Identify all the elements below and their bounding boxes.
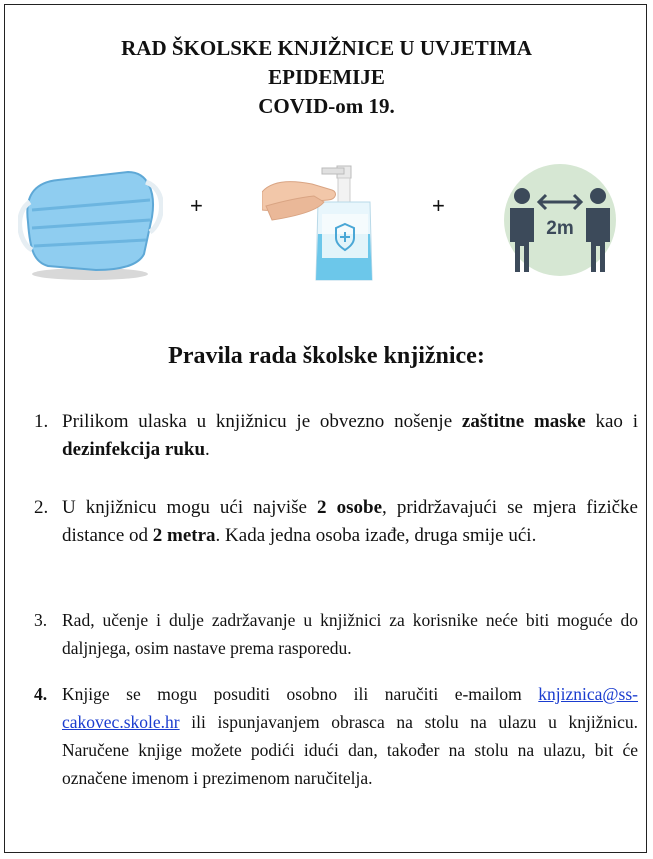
rules-heading: Pravila rada školske knjižnice:: [168, 343, 485, 369]
text-part: Prilikom ulaska u knjižnicu je obvezno nošenje: [62, 411, 462, 432]
text-part: , pridržavajući se mjera fizičke distance od: [62, 497, 638, 546]
title-line-3: COVID-om 19.: [258, 94, 395, 118]
face-mask-icon: [18, 162, 163, 282]
rule-item-1: [34, 408, 638, 464]
title-line-2: EPIDEMIJE: [268, 65, 385, 89]
text-part: . Kada jedna osoba izađe, druga smije ući.: [215, 525, 537, 546]
page-title: [0, 34, 653, 121]
rule-text: Rad, učenje i dulje zadržavanje u knjižnici za korisnike neće biti moguće do daljnjega, osim nastave prema rasporedu.: [62, 610, 638, 658]
rule-number: 4.: [34, 684, 48, 704]
plus-sign-1: +: [190, 193, 203, 218]
title-line-1: RAD ŠKOLSKE KNJIŽNICE U UVJETIMA: [121, 36, 532, 60]
rule-number: 3.: [34, 610, 48, 630]
text-part: ili ispunjavanjem obrasca na stolu na ulazu u knjižnicu. Naručene knjige možete podići idući dan, također na stolu na ulazu, bit će označene imenom i prezimenom naručitelja.: [62, 712, 638, 788]
image-row: [0, 150, 653, 290]
rule-text: [62, 494, 638, 550]
social-distance-icon: [500, 160, 620, 278]
bold-part: dezinfekcija ruku: [62, 439, 206, 460]
text-part: .: [205, 439, 210, 460]
email-link[interactable]: knjiznica@ss-cakovec.skole.hr: [62, 684, 638, 732]
text-part: kao i: [585, 411, 638, 432]
rule-item-4: [34, 680, 638, 792]
rule-item-3: [34, 606, 638, 662]
text-part: Knjige se mogu posuditi osobno ili naručiti e-mailom: [62, 684, 539, 704]
bold-part: 2 osobe: [317, 497, 383, 518]
rule-text: [62, 408, 638, 464]
plus-sign-2: +: [432, 193, 445, 218]
bold-part: zaštitne maske: [461, 411, 586, 432]
bold-part: 2 metra: [152, 525, 216, 546]
rule-number: 2.: [34, 497, 49, 518]
rule-item-2: [34, 494, 638, 550]
rule-number: 1.: [34, 411, 49, 432]
hand-sanitizer-icon: [262, 162, 382, 287]
distance-label: 2m: [546, 218, 574, 239]
rule-text: [62, 680, 638, 792]
text-part: U knjižnicu mogu ući najviše: [62, 497, 318, 518]
